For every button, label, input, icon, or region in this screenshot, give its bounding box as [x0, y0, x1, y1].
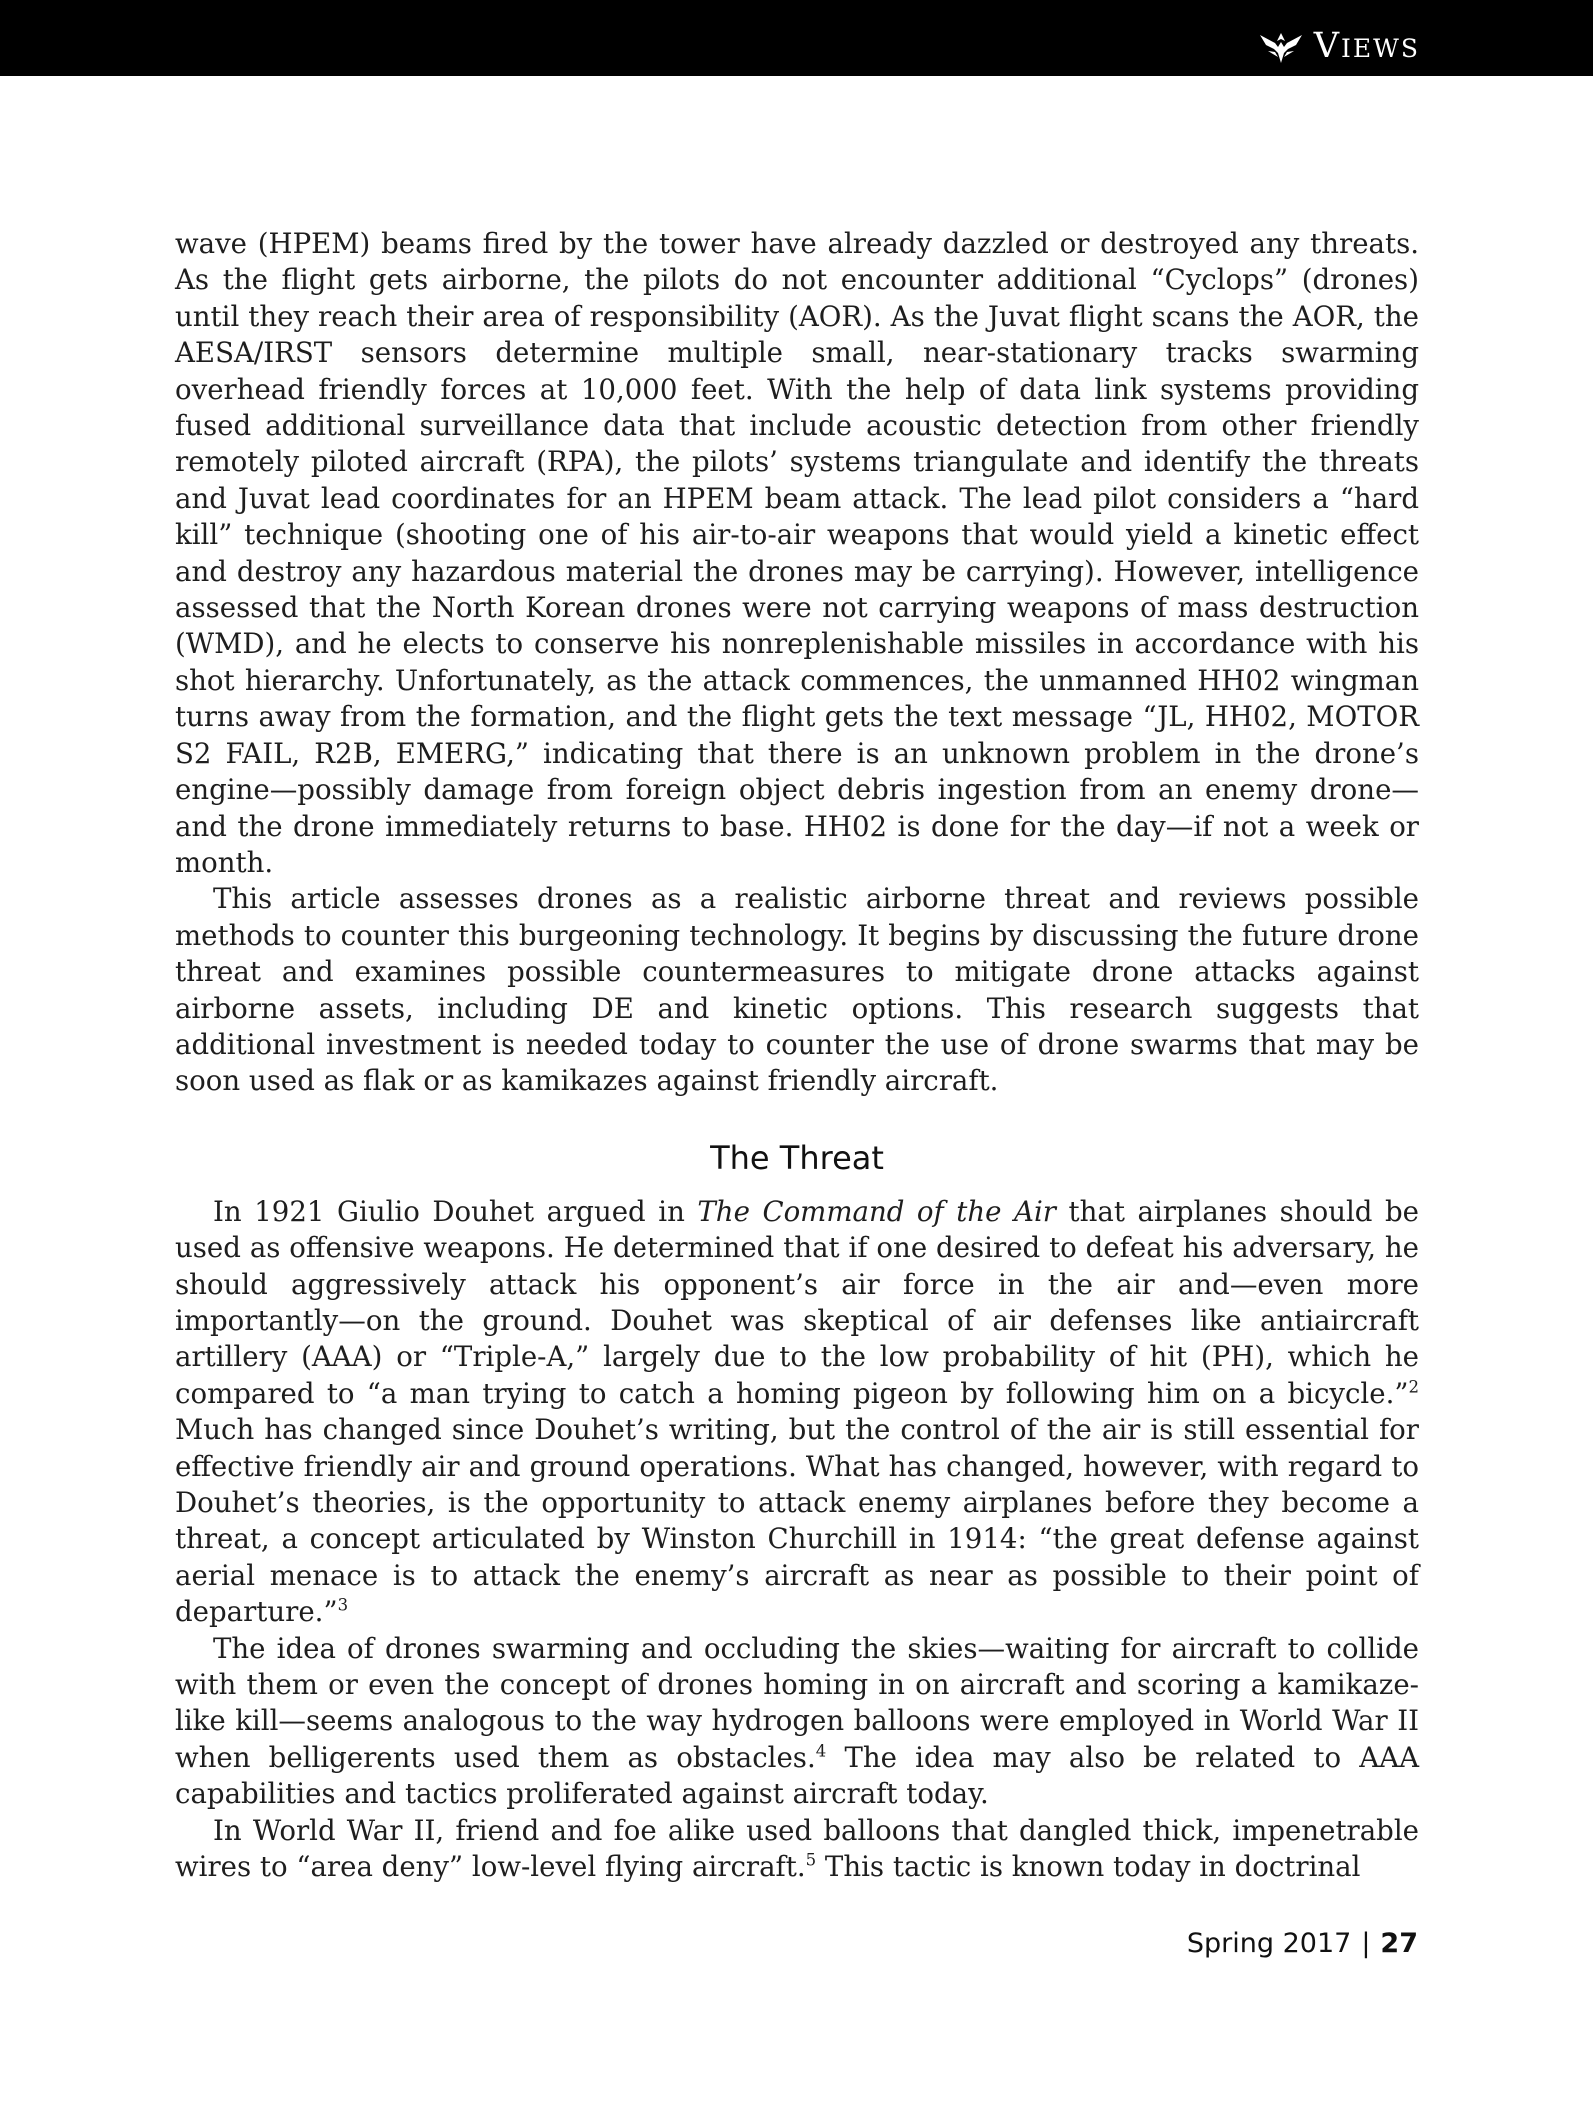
- section-heading: The Threat: [710, 1138, 884, 1177]
- paragraph-balloons: [175, 1813, 1419, 1886]
- text-run: Much has changed since Douhet’s writing, but the control of the air is still essential for effective friendly air and ground operations. What has changed, however, with regard to Douhet’s theories, is the opportunity to attack enemy airplanes before they become a threat, a concept articulated by Winston Churchill in 1914: “the great defense against aerial menace is to attack the enemy’s aircraft as near as possible to their point of departure.”: [175, 1413, 1419, 1629]
- paragraph-drone-swarms: [175, 1631, 1419, 1813]
- page-footer: [1187, 1928, 1418, 1959]
- footnote-ref[interactable]: 5: [805, 1850, 817, 1870]
- text-run: that airplanes should be used as offensive weapons. He determined that if one desired to defeat his adversary, he should aggressively attack his opponent’s air force in the air and—even more importantly—on the ground. Douhet was skeptical of air defenses like antiaircraft artillery (AAA) or “Triple-A,” largely due to the low probability of hit (PH), which he compared to “a man trying to catch a homing pigeon by following him on a bicycle.”: [175, 1194, 1419, 1410]
- text-run: The idea may also be related to AAA capabilities and tactics proliferated against aircraft today.: [175, 1740, 1420, 1811]
- footnote-ref[interactable]: 2: [1408, 1377, 1419, 1397]
- footer-separator: |: [1361, 1928, 1371, 1959]
- text-run: In 1921 Giulio Douhet argued in: [213, 1194, 698, 1228]
- book-title: The Command of the Air: [697, 1194, 1056, 1228]
- header-bar: [0, 0, 1593, 76]
- article-body: [175, 226, 1419, 1885]
- footnote-ref[interactable]: 4: [815, 1741, 827, 1761]
- section-name: Views: [1313, 25, 1420, 66]
- footnote-ref[interactable]: 3: [337, 1595, 349, 1615]
- air-force-wings-icon: [1258, 27, 1304, 65]
- text-run: In World War II, friend and foe alike used balloons that dangled thick, impenetrable wires to “area deny” low-level flying aircraft.: [175, 1813, 1419, 1884]
- paragraph-scenario: wave (HPEM) beams fired by the tower have already dazzled or destroyed any threats. As the flight gets airborne, the pilots do not encounter additional “Cyclops” (drones) until they reach their area of responsibility (AOR). As the Juvat flight scans the AOR, the AESA/IRST sensors determine multiple small, near-stationary tracks swarming overhead friendly forces at 10,000 feet. With the help of data link systems providing fused additional surveillance data that include acoustic detection from other friendly remotely piloted aircraft (RPA), the pilots’ systems triangulate and identify the threats and Juvat lead coordinates for an HPEM beam attack. The lead pilot considers a “hard kill” technique (shooting one of his air-to-air weapons that would yield a kinetic effect and destroy any hazardous material the drones may be carrying). However, intelligence assessed that the North Korean drones were not carrying weapons of mass destruction (WMD), and he elects to conserve his nonreplenishable missiles in accordance with his shot hierarchy. Unfortunately, as the attack commences, the unmanned HH02 wingman turns away from the formation, and the flight gets the text message “JL, HH02, MOTOR S2 FAIL, R2B, EMERG,” indicating that there is an unknown problem in the drone’s engine—possibly damage from foreign object debris ingestion from an enemy drone—and the drone immediately returns to base. HH02 is done for the day—if not a week or month.: [175, 227, 1419, 879]
- page-number: 27: [1380, 1928, 1418, 1959]
- text-run: This tactic is known today in doctrinal: [816, 1850, 1361, 1884]
- issue-label: Spring 2017: [1186, 1928, 1352, 1959]
- paragraph-douhet: [175, 1194, 1419, 1631]
- header-brand: [1258, 22, 1420, 70]
- text-run: The idea of drones swarming and occluding the skies—waiting for aircraft to collide with them or even the concept of drones homing in on aircraft and scoring a kamikaze-like kill—seems analogous to the way hydrogen balloons were employed in World War II when belligerents used them as obstacles.: [175, 1631, 1419, 1774]
- paragraph-article-overview: This article assesses drones as a realistic airborne threat and reviews possible methods to counter this burgeoning technology. It begins by discussing the future drone threat and examines possible countermeasures to mitigate drone attacks against airborne assets, including DE and kinetic options. This research suggests that additional investment is needed today to counter the use of drone swarms that may be soon used as flak or as kamikazes against friendly aircraft.: [175, 882, 1419, 1098]
